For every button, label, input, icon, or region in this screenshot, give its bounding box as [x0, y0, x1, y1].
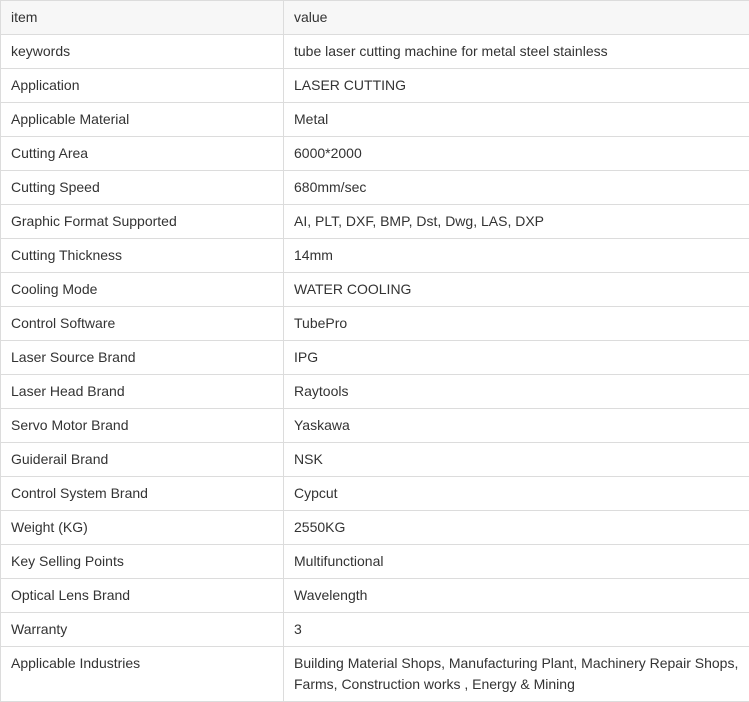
row-value: IPG: [284, 341, 749, 375]
table-header-row: [1, 1, 749, 35]
table-row: [1, 205, 749, 239]
header-item: item: [1, 1, 284, 35]
table-row: [1, 239, 749, 273]
row-label: Key Selling Points: [1, 545, 284, 579]
row-label: Optical Lens Brand: [1, 579, 284, 613]
row-value: WATER COOLING: [284, 273, 749, 307]
row-label: Warranty: [1, 613, 284, 647]
row-label: Servo Motor Brand: [1, 409, 284, 443]
row-label: Cooling Mode: [1, 273, 284, 307]
table-row: [1, 409, 749, 443]
row-label: Control System Brand: [1, 477, 284, 511]
row-value: NSK: [284, 443, 749, 477]
row-label: Applicable Material: [1, 103, 284, 137]
row-label: Laser Source Brand: [1, 341, 284, 375]
row-value: Cypcut: [284, 477, 749, 511]
row-label: Guiderail Brand: [1, 443, 284, 477]
row-value: Building Material Shops, Manufacturing Plant, Machinery Repair Shops, Farms, Construction works , Energy & Mining: [284, 647, 749, 702]
table-row: [1, 545, 749, 579]
row-value: LASER CUTTING: [284, 69, 749, 103]
row-value: Wavelength: [284, 579, 749, 613]
table-row: [1, 171, 749, 205]
row-value: 3: [284, 613, 749, 647]
row-value: 680mm/sec: [284, 171, 749, 205]
row-label: Application: [1, 69, 284, 103]
table-row: [1, 647, 749, 702]
table-row: [1, 375, 749, 409]
table-row: [1, 477, 749, 511]
table-row: [1, 137, 749, 171]
table-row: [1, 511, 749, 545]
row-label: Control Software: [1, 307, 284, 341]
row-value: tube laser cutting machine for metal steel stainless: [284, 35, 749, 69]
row-value: Yaskawa: [284, 409, 749, 443]
row-label: keywords: [1, 35, 284, 69]
row-label: Cutting Speed: [1, 171, 284, 205]
header-value: value: [284, 1, 749, 35]
row-value: Raytools: [284, 375, 749, 409]
table-row: [1, 443, 749, 477]
row-label: Graphic Format Supported: [1, 205, 284, 239]
table-row: [1, 307, 749, 341]
row-value: Multifunctional: [284, 545, 749, 579]
table-row: [1, 273, 749, 307]
row-label: Cutting Thickness: [1, 239, 284, 273]
table-row: [1, 341, 749, 375]
table-row: [1, 579, 749, 613]
table-row: [1, 103, 749, 137]
row-value: 6000*2000: [284, 137, 749, 171]
row-label: Cutting Area: [1, 137, 284, 171]
row-value: 14mm: [284, 239, 749, 273]
row-value: AI, PLT, DXF, BMP, Dst, Dwg, LAS, DXP: [284, 205, 749, 239]
row-value: 2550KG: [284, 511, 749, 545]
table-row: [1, 35, 749, 69]
row-value: TubePro: [284, 307, 749, 341]
table-row: [1, 613, 749, 647]
table-row: [1, 69, 749, 103]
row-label: Weight (KG): [1, 511, 284, 545]
row-value: Metal: [284, 103, 749, 137]
row-label: Laser Head Brand: [1, 375, 284, 409]
row-label: Applicable Industries: [1, 647, 284, 702]
